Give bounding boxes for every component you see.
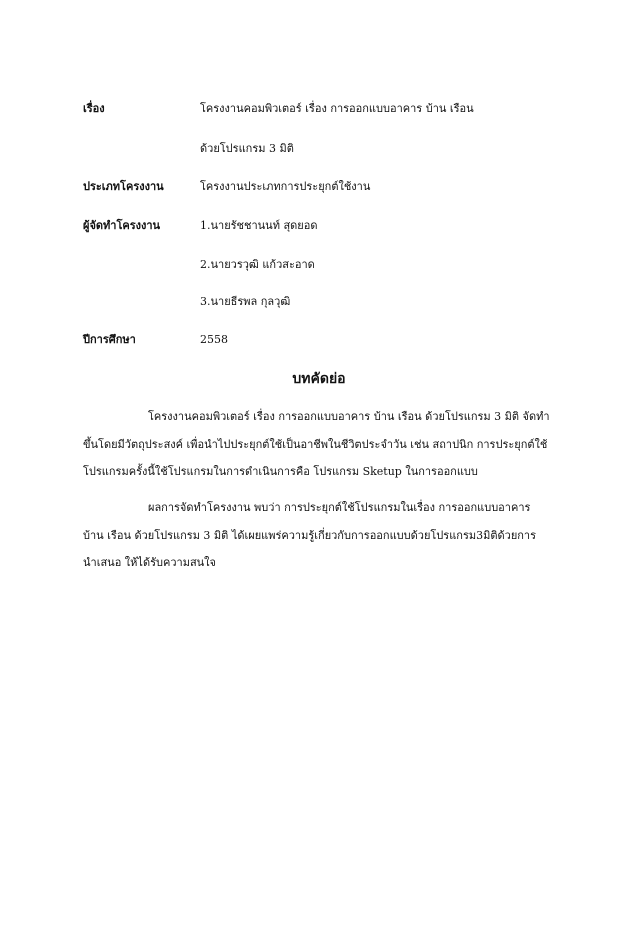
abstract-paragraph1-line2: ขึ้นโดยมีวัตถุประสงค์ เพื่อนำไปประยุกต์ใช้เป็นอาชีพในชีวิตประจำวัน เช่น สถาปนิก การประยุกต์ใช้ [83, 438, 548, 451]
academic-year-label: ปีการศึกษา [83, 333, 136, 346]
authors-label: ผู้จัดทำโครงงาน [83, 219, 161, 232]
topic-value-line2: ด้วยโปรแกรม 3 มิติ [200, 142, 294, 155]
topic-label: เรื่อง [83, 102, 105, 115]
abstract-paragraph1-line1: โครงงานคอมพิวเตอร์ เรื่อง การออกแบบอาคาร บ้าน เรือน ด้วยโปรแกรม 3 มิติ จัดทำ [148, 410, 550, 423]
abstract-paragraph1-line3: โปรแกรมครั้งนี้ใช้โปรแกรมในการดำเนินการคือ โปรแกรม Sketup ในการออกแบบ [83, 465, 478, 478]
abstract-paragraph2-line3: นำเสนอ ให้ได้รับความสนใจ [83, 556, 216, 569]
author-name-1: 1.นายรัชชานนท์ สุดยอด [200, 219, 318, 232]
author-name-2: 2.นายวรวุฒิ แก้วสะอาด [200, 258, 315, 271]
topic-value-line1: โครงงานคอมพิวเตอร์ เรื่อง การออกแบบอาคาร บ้าน เรือน [200, 102, 474, 115]
abstract-paragraph2-line2: บ้าน เรือน ด้วยโปรแกรม 3 มิติ ได้เผยแพร่ความรู้เกี่ยวกับการออกแบบด้วยโปรแกรม3มิติด้วยการ [83, 529, 537, 542]
author-name-3: 3.นายธีรพล กุลวุฒิ [200, 295, 291, 308]
abstract-title: บทคัดย่อ [292, 371, 346, 387]
academic-year-value: 2558 [200, 333, 228, 346]
abstract-paragraph2-line1: ผลการจัดทำโครงงาน พบว่า การประยุกต์ใช้โปรแกรมในเรื่อง การออกแบบอาคาร [148, 501, 531, 514]
project-type-label: ประเภทโครงงาน [83, 180, 164, 193]
project-type-value: โครงงานประเภทการประยุกต์ใช้งาน [200, 180, 371, 193]
